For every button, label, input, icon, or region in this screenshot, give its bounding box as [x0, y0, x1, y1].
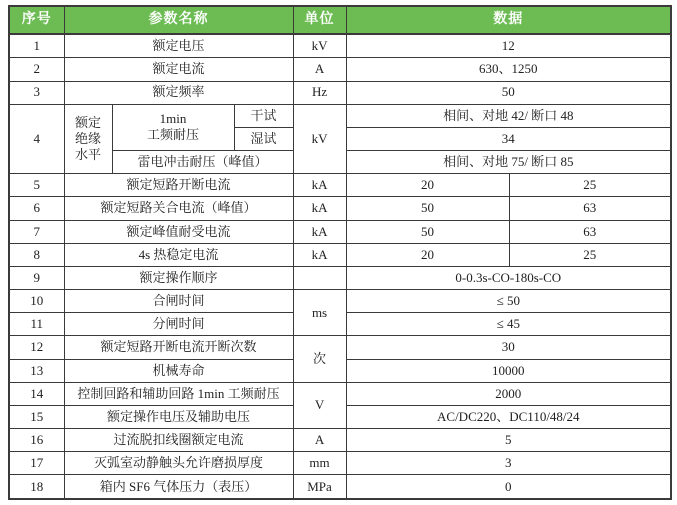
cell-no: 15: [9, 405, 64, 428]
cell-param: 额定短路开断电流: [64, 174, 293, 197]
cell-no: 10: [9, 290, 64, 313]
table-row: [9, 452, 671, 475]
cell-data: 0-0.3s-CO-180s-CO: [346, 266, 671, 289]
cell-data: 2000: [346, 382, 671, 405]
cell-unit: mm: [293, 452, 346, 475]
cell-no: 11: [9, 313, 64, 336]
cell-data-right: 25: [509, 243, 671, 266]
cell-unit: kV: [293, 34, 346, 58]
table-row: [9, 220, 671, 243]
cell-impulse-withstand: 雷电冲击耐压（峰值）: [112, 151, 293, 174]
table-row: [9, 429, 671, 452]
cell-data: 50: [346, 81, 671, 104]
cell-no: 7: [9, 220, 64, 243]
header-cell-unit: 单位: [293, 6, 346, 34]
cell-no: 3: [9, 81, 64, 104]
cell-param: 过流脱扣线圈额定电流: [64, 429, 293, 452]
cell-data: 10000: [346, 359, 671, 382]
cell-data: ≤ 50: [346, 290, 671, 313]
cell-data-left: 50: [346, 220, 509, 243]
cell-data-right: 63: [509, 197, 671, 220]
cell-no: 12: [9, 336, 64, 359]
cell-data-right: 63: [509, 220, 671, 243]
cell-unit: 次: [293, 336, 346, 382]
table-row: [9, 34, 671, 58]
cell-no: 9: [9, 266, 64, 289]
cell-param: 额定峰值耐受电流: [64, 220, 293, 243]
cell-data-left: 20: [346, 174, 509, 197]
table-row: [9, 58, 671, 81]
cell-freq-withstand: [112, 104, 234, 150]
cell-no: 2: [9, 58, 64, 81]
cell-insulation-group: [64, 104, 112, 174]
cell-param: 额定操作电压及辅助电压: [64, 405, 293, 428]
cell-data: ≤ 45: [346, 313, 671, 336]
cell-data: 0: [346, 475, 671, 499]
cell-param: 灭弧室动静触头允许磨损厚度: [64, 452, 293, 475]
cell-no: 5: [9, 174, 64, 197]
cell-data: 3: [346, 452, 671, 475]
cell-no: 13: [9, 359, 64, 382]
cell-data: 12: [346, 34, 671, 58]
cell-unit: V: [293, 382, 346, 428]
cell-dry-test: 干试: [234, 104, 293, 127]
cell-param: 额定电流: [64, 58, 293, 81]
insulation-group-line: 水平: [74, 147, 101, 163]
table-row: [9, 81, 671, 104]
header-cell-param: 参数名称: [64, 6, 293, 34]
cell-unit: [293, 266, 346, 289]
cell-no: 17: [9, 452, 64, 475]
cell-param: 合闸时间: [64, 290, 293, 313]
cell-unit: kA: [293, 220, 346, 243]
cell-param: 额定短路开断电流开断次数: [64, 336, 293, 359]
cell-data: 30: [346, 336, 671, 359]
cell-param: 额定操作顺序: [64, 266, 293, 289]
cell-param: 额定电压: [64, 34, 293, 58]
header-cell-no: 序号: [9, 6, 64, 34]
cell-param: 额定频率: [64, 81, 293, 104]
cell-no: 18: [9, 475, 64, 499]
cell-param: 机械寿命: [64, 359, 293, 382]
cell-unit: kV: [293, 104, 346, 174]
table-row: [9, 197, 671, 220]
insulation-group-line: 绝缘: [74, 130, 101, 146]
cell-unit: Hz: [293, 81, 346, 104]
cell-param: 箱内 SF6 气体压力（表压）: [64, 475, 293, 499]
table-row: [9, 336, 671, 359]
cell-unit: kA: [293, 174, 346, 197]
table-row: [9, 243, 671, 266]
table-row: [9, 382, 671, 405]
cell-param: 控制回路和辅助回路 1min 工频耐压: [64, 382, 293, 405]
freq-withstand-line: 工频耐压: [146, 127, 199, 143]
header-row: [9, 6, 671, 34]
table-row: [9, 266, 671, 289]
cell-unit: A: [293, 58, 346, 81]
cell-data: 630、1250: [346, 58, 671, 81]
cell-unit: MPa: [293, 475, 346, 499]
table-row: [9, 290, 671, 313]
cell-data: 相间、对地 42/ 断口 48: [346, 104, 671, 127]
cell-param: 4s 热稳定电流: [64, 243, 293, 266]
table-row: [9, 104, 671, 127]
cell-no: 8: [9, 243, 64, 266]
cell-data: 相间、对地 75/ 断口 85: [346, 151, 671, 174]
cell-data-left: 20: [346, 243, 509, 266]
cell-unit: A: [293, 429, 346, 452]
header-cell-data: 数据: [346, 6, 671, 34]
table-row: [9, 475, 671, 499]
cell-data-right: 25: [509, 174, 671, 197]
freq-withstand-line: 1min: [159, 111, 187, 127]
cell-no: 6: [9, 197, 64, 220]
insulation-group-line: 额定: [74, 114, 101, 130]
cell-unit: kA: [293, 243, 346, 266]
cell-data: 34: [346, 127, 671, 150]
cell-param: 分闸时间: [64, 313, 293, 336]
cell-unit: kA: [293, 197, 346, 220]
cell-data: 5: [346, 429, 671, 452]
cell-wet-test: 湿试: [234, 127, 293, 150]
cell-data: AC/DC220、DC110/48/24: [346, 405, 671, 428]
cell-no: 16: [9, 429, 64, 452]
spec-table: [8, 5, 672, 500]
cell-no: 4: [9, 104, 64, 174]
cell-param: 额定短路关合电流（峰值）: [64, 197, 293, 220]
table-row: [9, 174, 671, 197]
cell-no: 1: [9, 34, 64, 58]
cell-no: 14: [9, 382, 64, 405]
cell-unit: ms: [293, 290, 346, 336]
cell-data-left: 50: [346, 197, 509, 220]
